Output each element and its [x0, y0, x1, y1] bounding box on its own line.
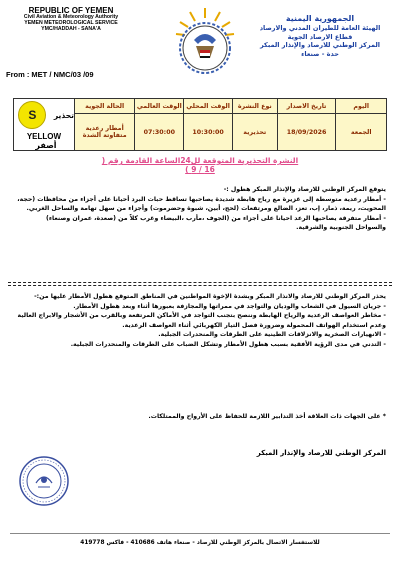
- authority-name-en: Civil Aviation & Meteorology Authority: [23, 14, 119, 21]
- warning-cell: [14, 99, 75, 151]
- bulletin-info-table: [13, 98, 387, 151]
- warning-item-4: - التدني في مدى الرؤية الأفقية بسبب هطول الأمطار وتشكل الضباب على الطرقات والمنحدرات الجبلية.: [70, 341, 386, 349]
- value-day: الجمعة: [336, 114, 387, 151]
- meteorology-logo: [170, 4, 240, 82]
- official-stamp: [18, 455, 70, 507]
- forecast-intro: يتوقع المركز الوطني للارصاد والإنذار المبكر هطول :-: [223, 186, 386, 193]
- country-name-en: REPUBLIC OF YEMEN: [28, 6, 114, 15]
- warning-level-en: YELLOW: [26, 132, 62, 141]
- table-header-row: [14, 99, 387, 114]
- forecast-paragraph-1: - أمطار رعدية متوسطة إلى غزيرة مع رياح هابطة شديدة يصاحبها تساقط حبات البرد أحيانا على أجزاء من محافظات (حجة، المحويت، ريمة، ذمار، إب، تعز، الضالع ومرتفعات (لحج، أبين، شبوة وحضرموت) وأجزاء من سهل تهامة والساحل الغربي.: [17, 195, 386, 213]
- forecast-section: [14, 185, 386, 233]
- header-day: اليوم: [336, 99, 387, 114]
- header-bulletin-type: نوع النشرة: [232, 99, 277, 114]
- footer-contact: للاستفسار الاتصال بالمركز الوطني للارصاد - صنعاء هاتف 410686 - فاكس 419778: [80, 540, 320, 546]
- center-name-ar: المركز الوطني للارصاد والإنذار المبكر: [260, 41, 380, 50]
- warning-level-ar: أصفر: [35, 141, 57, 150]
- header-utc-time: الوقت العالمي: [135, 99, 184, 114]
- header-weather-condition: الحالة الجوية: [74, 99, 135, 114]
- authority-name-ar: الهيئة العامة للطيران المدني والارصاد: [259, 24, 381, 33]
- footer-divider: [10, 533, 390, 534]
- warning-item-2: - مخاطر العواصف الرعدية والرياح الهابطة وننصح بتجنب التواجد في الأماكن المرتفعة وبالقرب من الأشجار والابراج العالية وعدم استخدام الهواتف المحمولة وضرورة فصل التيار الكهربائي أثناء العواصف الرعدية.: [17, 312, 386, 329]
- forecast-paragraph-2: - أمطار متفرقة يصاحبها الرعد احيانا على أجزاء من (الجوف ،مأرب ،البيضاء وغرب كلاً من (صعدة، عمران وصنعاء) والسواحل الجنوبية والشرقية.: [46, 214, 386, 232]
- section-divider: [8, 285, 392, 286]
- from-reference: From : MET / NMC/03 /09: [6, 70, 94, 79]
- bulletin-title: النشرة التحذيرية المتوقعة لل24الساعة القادمة رقم ( 16 / 9 ): [101, 156, 299, 174]
- location-en: YMC/HADDAH - SANA'A: [41, 26, 101, 33]
- value-local-time: 10:30:00: [184, 114, 233, 151]
- value-issue-date: 18/09/2026: [277, 114, 336, 151]
- signature-text: المركز الوطني للارصاد والإنذار المبكر: [256, 449, 386, 457]
- advisory-note: * على الجهات ذات العلاقة أخذ التدابير اللازمة للحفاظ على الأرواح والممتلكات.: [148, 413, 386, 420]
- service-name-en: YEMEN METEOROLOGICAL SERVICE: [24, 20, 118, 27]
- header-issue-date: تاريخ الاصدار: [277, 99, 336, 114]
- location-ar: حدة - صنعاء: [301, 49, 339, 58]
- value-bulletin-type: تحذيرية: [232, 114, 277, 151]
- value-weather-condition: أمطار رعدية متفاوتة الشدة: [74, 114, 135, 151]
- header-right-block: [250, 14, 390, 58]
- warning-label: تحذير: [53, 110, 74, 120]
- warning-intro: يحذر المركز الوطني للارصاد والانذار المبكر وبشدة الإخوة المواطنين في المناطق المتوقع هطول الأمطار عليها من:-: [34, 293, 386, 300]
- country-name-ar: الجمهورية اليمنية: [285, 14, 355, 23]
- warning-item-1: - جريان السيول في الشعاب والوديان والتواجد في ممراتها والمجازفة بعبورها أثناء وبعد هطول الأمطار.: [73, 302, 386, 310]
- header-left-block: [6, 6, 136, 33]
- sector-name-ar: قطاع الارصاد الجوية: [287, 32, 353, 41]
- section-divider: [8, 282, 392, 283]
- warning-section: [14, 292, 386, 350]
- value-utc-time: 07:30:00: [135, 114, 184, 151]
- warning-sun-icon: S: [18, 101, 46, 129]
- header-local-time: الوقت المحلي: [184, 99, 233, 114]
- warning-item-3: - الانهيارات الصخرية والانزلاقات الطينية على الطرقات والمنحدرات الجبلية.: [158, 331, 386, 339]
- advisory-section: [14, 412, 386, 422]
